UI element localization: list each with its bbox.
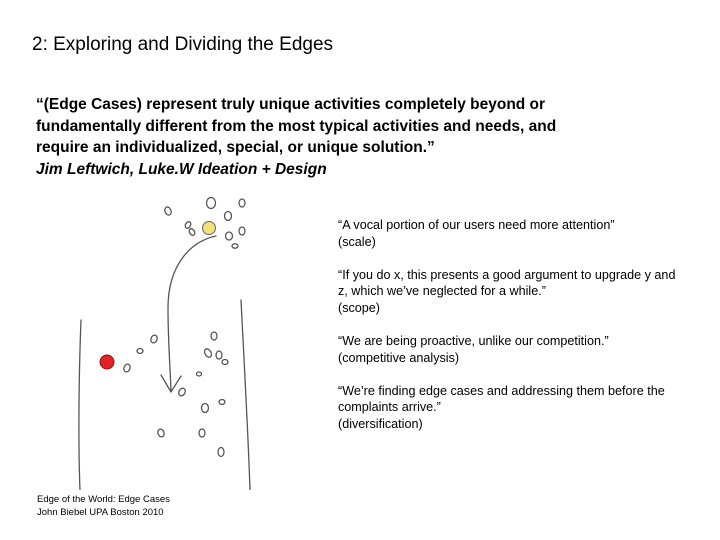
container-box-right (241, 300, 250, 490)
outside-dot (188, 228, 196, 237)
reason-text: “A vocal portion of our users need more attention” (338, 218, 615, 232)
outside-dot (164, 206, 173, 216)
arrow-shaft (168, 236, 216, 390)
outside-dot (225, 212, 232, 221)
yellow-dot (203, 222, 216, 235)
reason-text: “We’re finding edge cases and addressing them before the (338, 383, 665, 398)
quote-line: require an individualized, special, or unique solution.” (36, 139, 435, 156)
inside-dot (199, 429, 205, 437)
inside-dot (211, 332, 217, 340)
inside-dot (150, 334, 158, 344)
caption-line: Edge of the World: Edge Cases (37, 494, 170, 505)
slide-caption (37, 494, 170, 519)
slide-title: 2: Exploring and Dividing the Edges (32, 34, 334, 55)
inside-dot (218, 448, 224, 457)
reason-item (338, 217, 720, 251)
reason-item (338, 267, 720, 317)
outside-dot (207, 198, 216, 209)
quote-block (36, 94, 636, 180)
inside-dot (219, 400, 225, 405)
inside-dot (216, 351, 222, 359)
outside-dot (232, 244, 238, 248)
red-dot (100, 355, 114, 369)
edge-cases-sketch-illustration (70, 190, 340, 490)
caption-line: John Biebel UPA Boston 2010 (37, 506, 164, 518)
edge-case-reasons-list (338, 217, 720, 449)
reason-category: (diversification) (338, 417, 423, 432)
outside-dot (239, 227, 245, 235)
inside-dot (197, 372, 202, 376)
inside-dot (177, 387, 186, 397)
outside-dot (184, 221, 192, 230)
outside-dot (239, 199, 245, 207)
reason-text: “We are being proactive, unlike our competition.” (338, 333, 609, 348)
inside-dot (157, 428, 165, 438)
reason-category: (competitive analysis) (338, 350, 460, 365)
inside-dot (222, 360, 228, 365)
quote-line: “(Edge Cases) represent truly unique activities completely beyond or (36, 96, 546, 113)
inside-dot (123, 363, 131, 373)
reason-text: complaints arrive.” (338, 400, 441, 415)
reason-text: z, which we’ve neglected for a while.” (338, 284, 546, 299)
reason-category: (scale) (338, 234, 376, 249)
reason-category: (scope) (338, 301, 380, 316)
reason-item (338, 383, 720, 433)
quote-line: fundamentally different from the most typical activities and needs, and (36, 117, 557, 135)
inside-dot (203, 348, 213, 359)
quote-attribution: Jim Leftwich, Luke.W Ideation + Design (36, 160, 327, 178)
inside-dot (202, 404, 209, 413)
reason-item (338, 333, 720, 367)
reason-text: “If you do x, this presents a good argument to upgrade y and (338, 267, 676, 282)
outside-dot (226, 232, 233, 240)
container-box (79, 320, 81, 490)
inside-dot (137, 349, 143, 354)
